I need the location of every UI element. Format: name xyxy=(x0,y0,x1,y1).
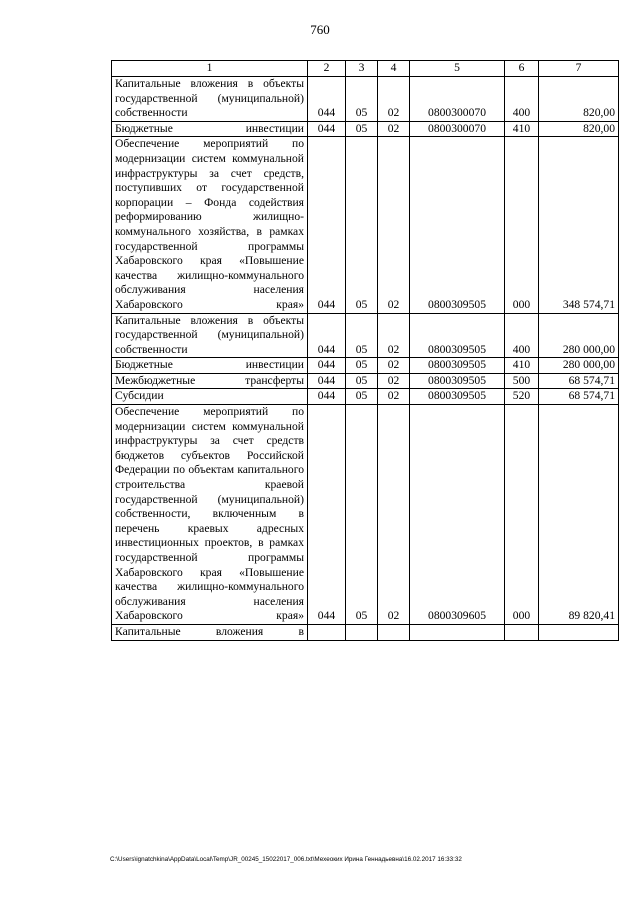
target-article-cell: 0800309505 xyxy=(410,358,505,374)
table-row xyxy=(112,137,619,313)
expense-type-cell xyxy=(505,624,539,640)
section-code-cell: 05 xyxy=(346,77,378,122)
ministry-code-cell xyxy=(308,624,346,640)
target-article-cell xyxy=(410,624,505,640)
subsection-code-cell: 02 xyxy=(378,389,410,405)
expense-type-cell: 500 xyxy=(505,373,539,389)
target-article-cell: 0800309605 xyxy=(410,405,505,625)
target-article-cell: 0800300070 xyxy=(410,121,505,137)
ministry-code-cell: 044 xyxy=(308,389,346,405)
header-cell: 4 xyxy=(378,61,410,77)
table-row xyxy=(112,405,619,625)
row-name-cell: Капитальные вложения в объекты государственной (муниципальной) собственности xyxy=(112,77,308,122)
subsection-code-cell: 02 xyxy=(378,373,410,389)
page-number: 760 xyxy=(310,22,330,37)
section-code-cell: 05 xyxy=(346,121,378,137)
section-code-cell: 05 xyxy=(346,389,378,405)
amount-cell: 280 000,00 xyxy=(539,313,619,358)
header-cell: 5 xyxy=(410,61,505,77)
row-name-cell: Капитальные вложения в xyxy=(112,624,308,640)
row-name-cell: Межбюджетные трансферты xyxy=(112,373,308,389)
expense-type-cell: 000 xyxy=(505,137,539,313)
table-row xyxy=(112,77,619,122)
row-name-cell: Субсидии xyxy=(112,389,308,405)
subsection-code-cell: 02 xyxy=(378,121,410,137)
section-code-cell: 05 xyxy=(346,358,378,374)
amount-cell: 820,00 xyxy=(539,77,619,122)
amount-cell: 68 574,71 xyxy=(539,373,619,389)
expense-type-cell: 520 xyxy=(505,389,539,405)
amount-cell: 348 574,71 xyxy=(539,137,619,313)
table-header-row xyxy=(112,61,619,77)
ministry-code-cell: 044 xyxy=(308,358,346,374)
expense-type-cell: 410 xyxy=(505,121,539,137)
header-cell: 3 xyxy=(346,61,378,77)
section-code-cell: 05 xyxy=(346,405,378,625)
section-code-cell xyxy=(346,624,378,640)
section-code-cell: 05 xyxy=(346,137,378,313)
amount-cell: 280 000,00 xyxy=(539,358,619,374)
ministry-code-cell: 044 xyxy=(308,313,346,358)
header-cell: 1 xyxy=(112,61,308,77)
target-article-cell: 0800300070 xyxy=(410,77,505,122)
target-article-cell: 0800309505 xyxy=(410,373,505,389)
subsection-code-cell: 02 xyxy=(378,77,410,122)
section-code-cell: 05 xyxy=(346,313,378,358)
ministry-code-cell: 044 xyxy=(308,77,346,122)
row-name-cell: Бюджетные инвестиции xyxy=(112,121,308,137)
header-cell: 6 xyxy=(505,61,539,77)
header-cell: 2 xyxy=(308,61,346,77)
expense-type-cell: 410 xyxy=(505,358,539,374)
row-name-cell: Капитальные вложения в объекты государственной (муниципальной) собственности xyxy=(112,313,308,358)
subsection-code-cell xyxy=(378,624,410,640)
table-row xyxy=(112,373,619,389)
header-cell: 7 xyxy=(539,61,619,77)
expense-type-cell: 400 xyxy=(505,77,539,122)
ministry-code-cell: 044 xyxy=(308,121,346,137)
amount-cell xyxy=(539,624,619,640)
subsection-code-cell: 02 xyxy=(378,405,410,625)
expense-type-cell: 000 xyxy=(505,405,539,625)
target-article-cell: 0800309505 xyxy=(410,137,505,313)
table-row xyxy=(112,313,619,358)
amount-cell: 89 820,41 xyxy=(539,405,619,625)
amount-cell: 68 574,71 xyxy=(539,389,619,405)
table-row xyxy=(112,121,619,137)
ministry-code-cell: 044 xyxy=(308,405,346,625)
expense-type-cell: 400 xyxy=(505,313,539,358)
budget-table xyxy=(111,60,619,641)
section-code-cell: 05 xyxy=(346,373,378,389)
table-row xyxy=(112,358,619,374)
subsection-code-cell: 02 xyxy=(378,313,410,358)
ministry-code-cell: 044 xyxy=(308,137,346,313)
subsection-code-cell: 02 xyxy=(378,137,410,313)
row-name-cell: Обеспечение мероприятий по модернизации систем коммунальной инфраструктуры за счет средств, поступивших от государственной корпорации – Фонда содействия реформированию жилищно-коммунального хозяйства, в рамках государственной программы Хабаровского края «Повышение качества жилищно-коммунального обслуживания населения Хабаровского края» xyxy=(112,137,308,313)
table-row xyxy=(112,389,619,405)
target-article-cell: 0800309505 xyxy=(410,313,505,358)
ministry-code-cell: 044 xyxy=(308,373,346,389)
row-name-cell: Бюджетные инвестиции xyxy=(112,358,308,374)
subsection-code-cell: 02 xyxy=(378,358,410,374)
table-row xyxy=(112,624,619,640)
file-path-footer: C:\Users\ignatchkina\AppData\Local\Temp\JR_00245_15022017_006.txt\Мехеоких Ирина Геннадьевна\16.02.2017 16:33:32 xyxy=(110,856,462,863)
target-article-cell: 0800309505 xyxy=(410,389,505,405)
row-name-cell: Обеспечение мероприятий по модернизации систем коммунальной инфраструктуры за счет средств бюджетов субъектов Российской Федерации по объектам капитального строительства краевой государственной (муниципальной) собственности, включенным в перечень краевых адресных инвестиционных проектов, в рамках государственной программы Хабаровского края «Повышение качества жилищно-коммунального обслуживания населения Хабаровского края» xyxy=(112,405,308,625)
amount-cell: 820,00 xyxy=(539,121,619,137)
